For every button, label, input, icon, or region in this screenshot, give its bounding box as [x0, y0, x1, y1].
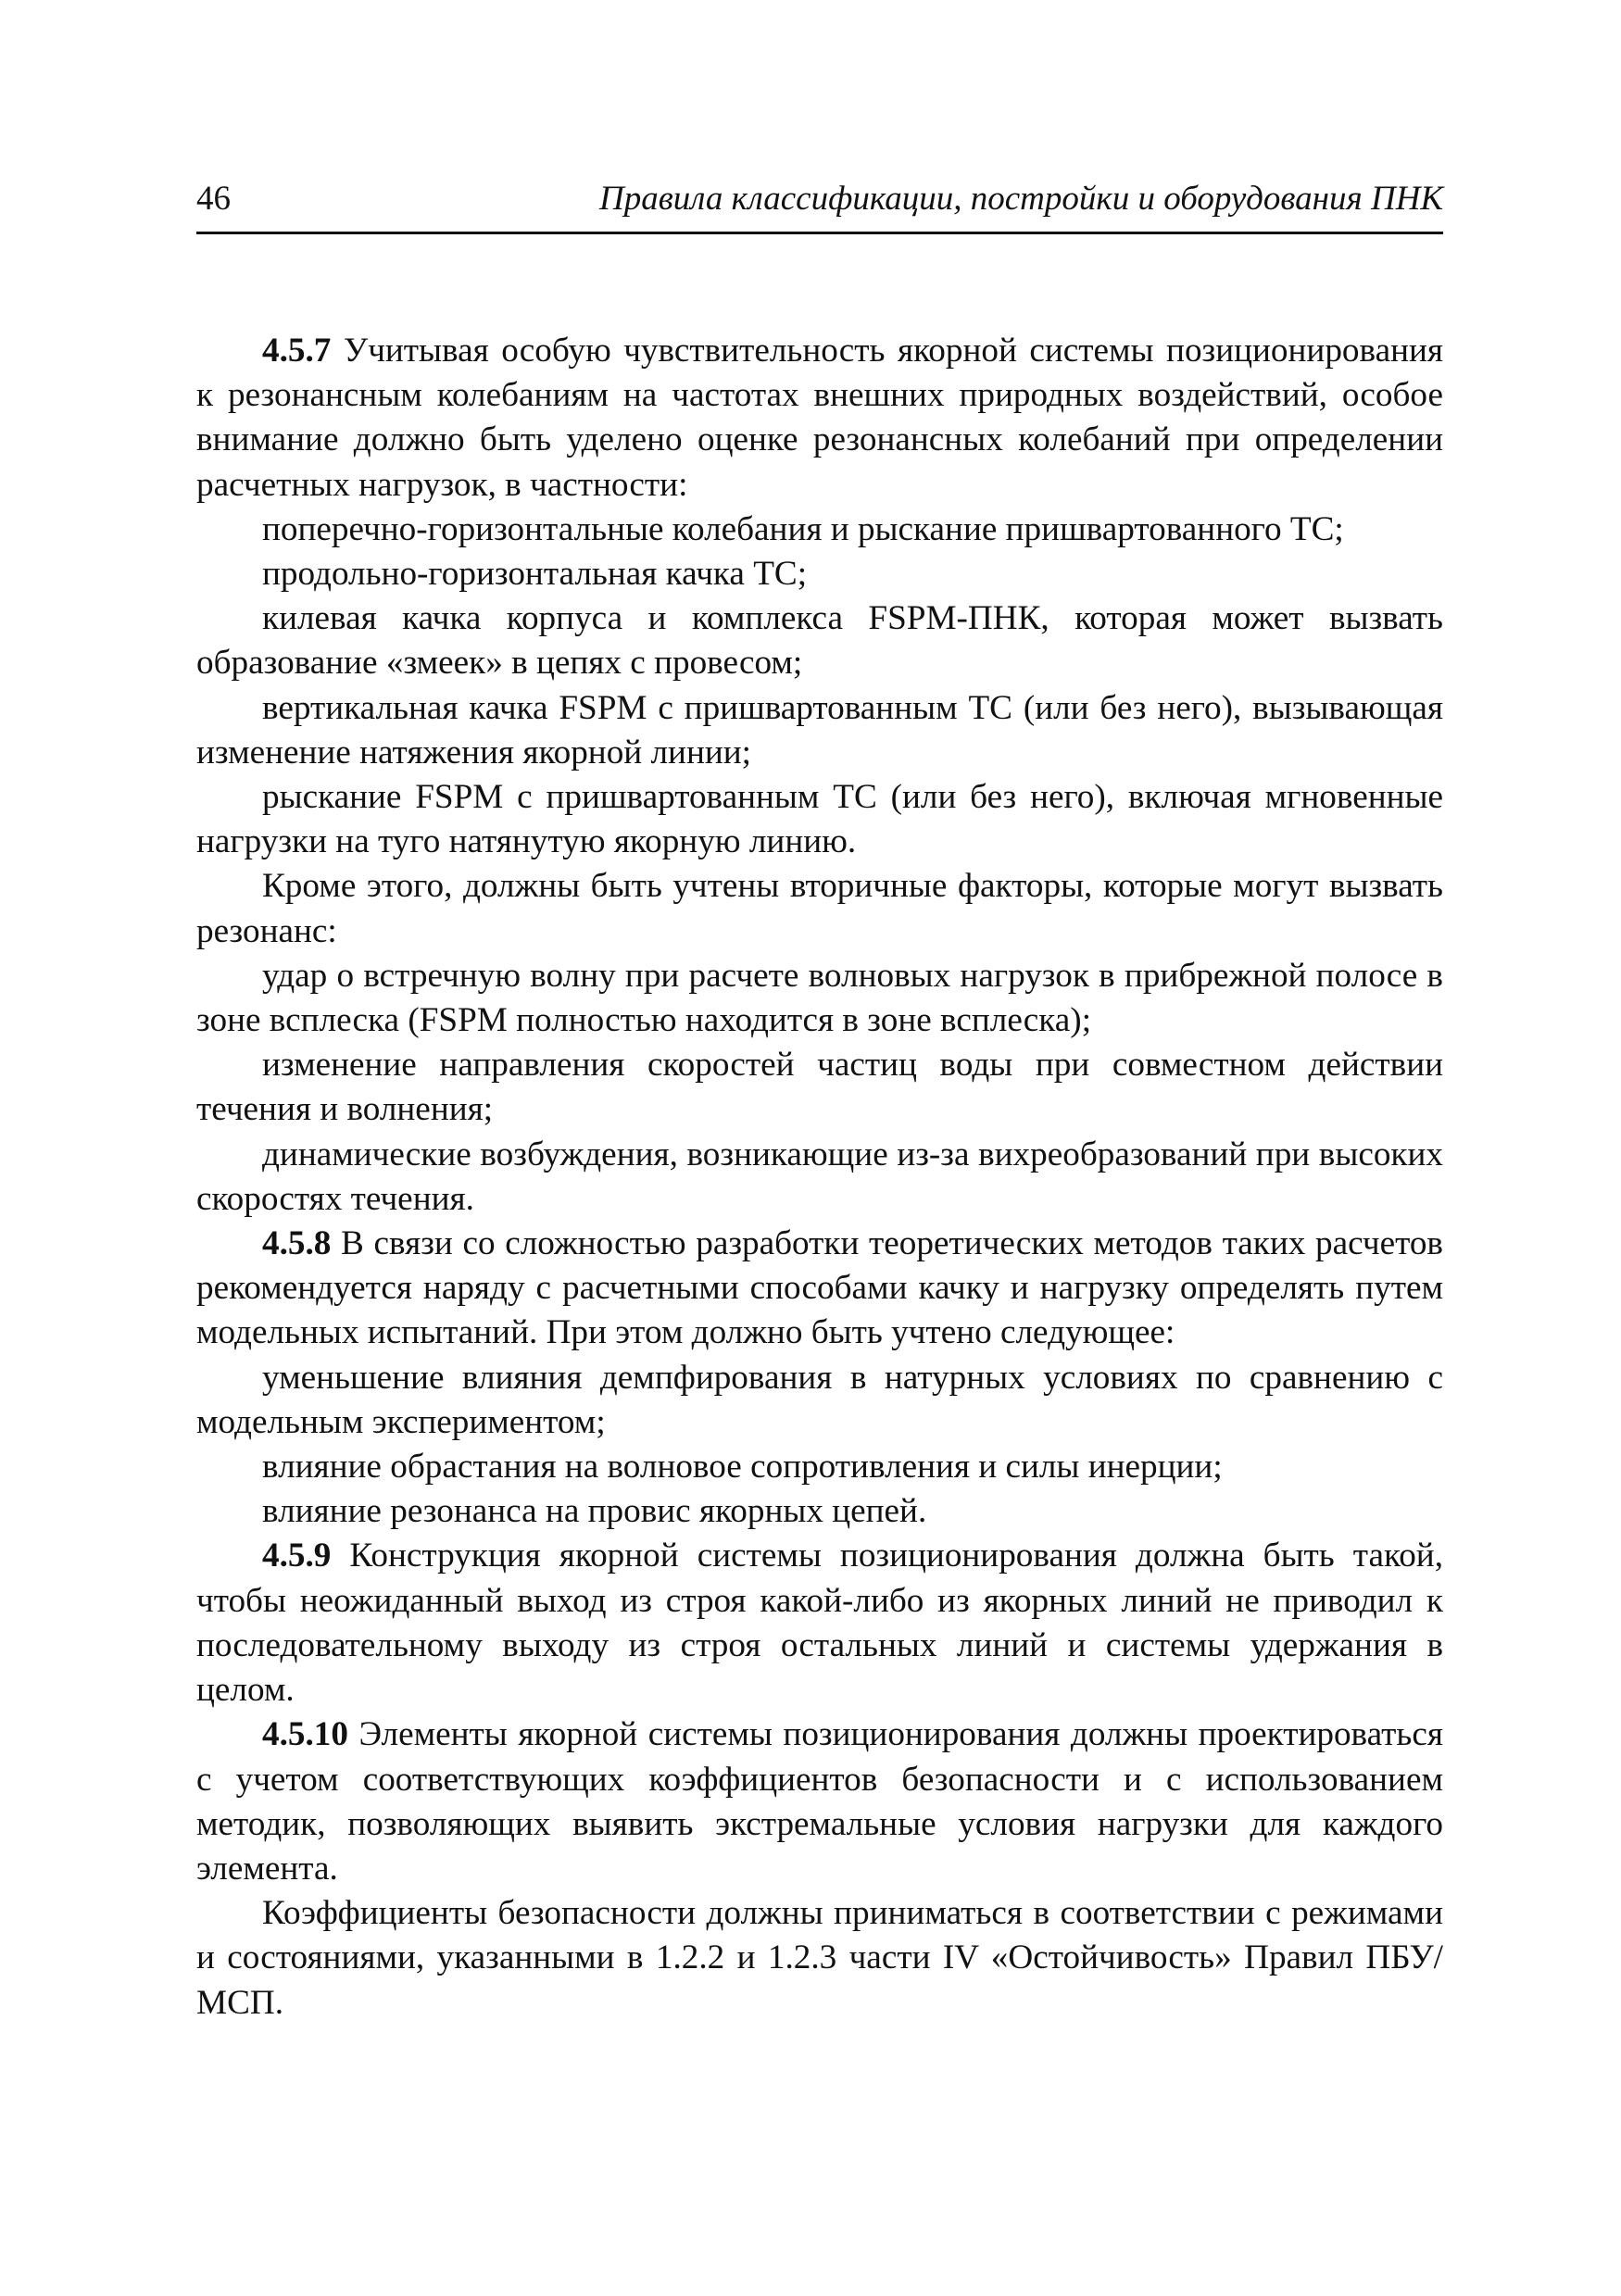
- section-number: 4.5.8: [262, 1224, 332, 1263]
- list-item: поперечно-горизонтальные колебания и рыскание пришвартованного ТС;: [262, 509, 1344, 548]
- paragraph: Коэффициенты безопасности должны приниматься в соответствии с режимами и состояниями, указанными в 1.2.2 и 1.2.3 части IV «Остойчивость» Правил ПБУ/МСП.: [196, 1894, 1443, 2022]
- paragraph-text: Конструкция якорной системы позиционирования должна быть такой, чтобы неожиданный выход из строя какой-либо из якорных линий не приводил к последовательному выходу из строя остальных линий и системы удержания в целом.: [196, 1537, 1443, 1710]
- list-item: изменение направления скоростей частиц воды при совместном действии течения и волнения;: [196, 1046, 1443, 1129]
- section-number: 4.5.10: [262, 1715, 348, 1754]
- list-item: влияние резонанса на провис якорных цепей.: [262, 1492, 927, 1531]
- paragraph-4-5-8: [196, 1222, 1443, 1356]
- list-item: килевая качка корпуса и комплекса FSPM-ПНК, которая может вызвать образование «змеек» в цепях с провесом;: [196, 599, 1443, 683]
- paragraph-text: В связи со сложностью разработки теоретических методов таких расчетов рекомендуется наряду с расчетными способами качку и нагрузку определять путем модельных испытаний. При этом должно быть учтено следующее:: [196, 1224, 1443, 1352]
- list-item: уменьшение влияния демпфирования в натурных условиях по сравнению с модельным экспериментом;: [196, 1358, 1443, 1441]
- paragraph: Кроме этого, должны быть учтены вторичные факторы, которые могут вызвать резонанс:: [196, 867, 1443, 950]
- section-number: 4.5.9: [262, 1537, 332, 1575]
- document-page: [196, 0, 1443, 2296]
- paragraph-4-5-7: [196, 329, 1443, 508]
- list-item: рыскание FSPM с пришвартованным ТС (или без него), включая мгновенные нагрузки на туго натянутую якорную линию.: [196, 778, 1443, 861]
- section-number: 4.5.7: [262, 332, 332, 370]
- paragraph-4-5-9: [196, 1534, 1443, 1713]
- page-number: 46: [196, 180, 231, 218]
- paragraph-text: Элементы якорной системы позиционирования должны проектироваться с учетом соответствующих коэффициентов безопасности и с использованием методик, позволяющих выявить экстремальные условия нагрузки для каждого элемента.: [196, 1715, 1443, 1888]
- list-item: продольно-горизонтальная качка ТС;: [262, 555, 808, 594]
- list-item: вертикальная качка FSPM с пришвартованным ТС (или без него), вызывающая изменение натяжения якорной линии;: [196, 688, 1443, 772]
- list-item: влияние обрастания на волновое сопротивления и силы инерции;: [262, 1448, 1223, 1487]
- list-item: удар о встречную волну при расчете волновых нагрузок в прибрежной полосе в зоне всплеска (FSPM полностью находится в зоне всплеска);: [196, 956, 1443, 1040]
- list-item: динамические возбуждения, возникающие из-за вихреобразований при высоких скоростях течения.: [196, 1135, 1443, 1218]
- running-title: Правила классификации, постройки и оборудования ПНК: [599, 180, 1443, 218]
- running-header: [196, 176, 1443, 234]
- paragraph-text: Учитывая особую чувствительность якорной системы позиционирования к резонансным колебаниям на частотах внешних природных воздействий, особое внимание должно быть уделено оценке резонансных колебаний при определении расчетных нагрузок, в частности:: [196, 332, 1443, 504]
- paragraph-4-5-10: [196, 1713, 1443, 1891]
- body-text: [196, 329, 1443, 2026]
